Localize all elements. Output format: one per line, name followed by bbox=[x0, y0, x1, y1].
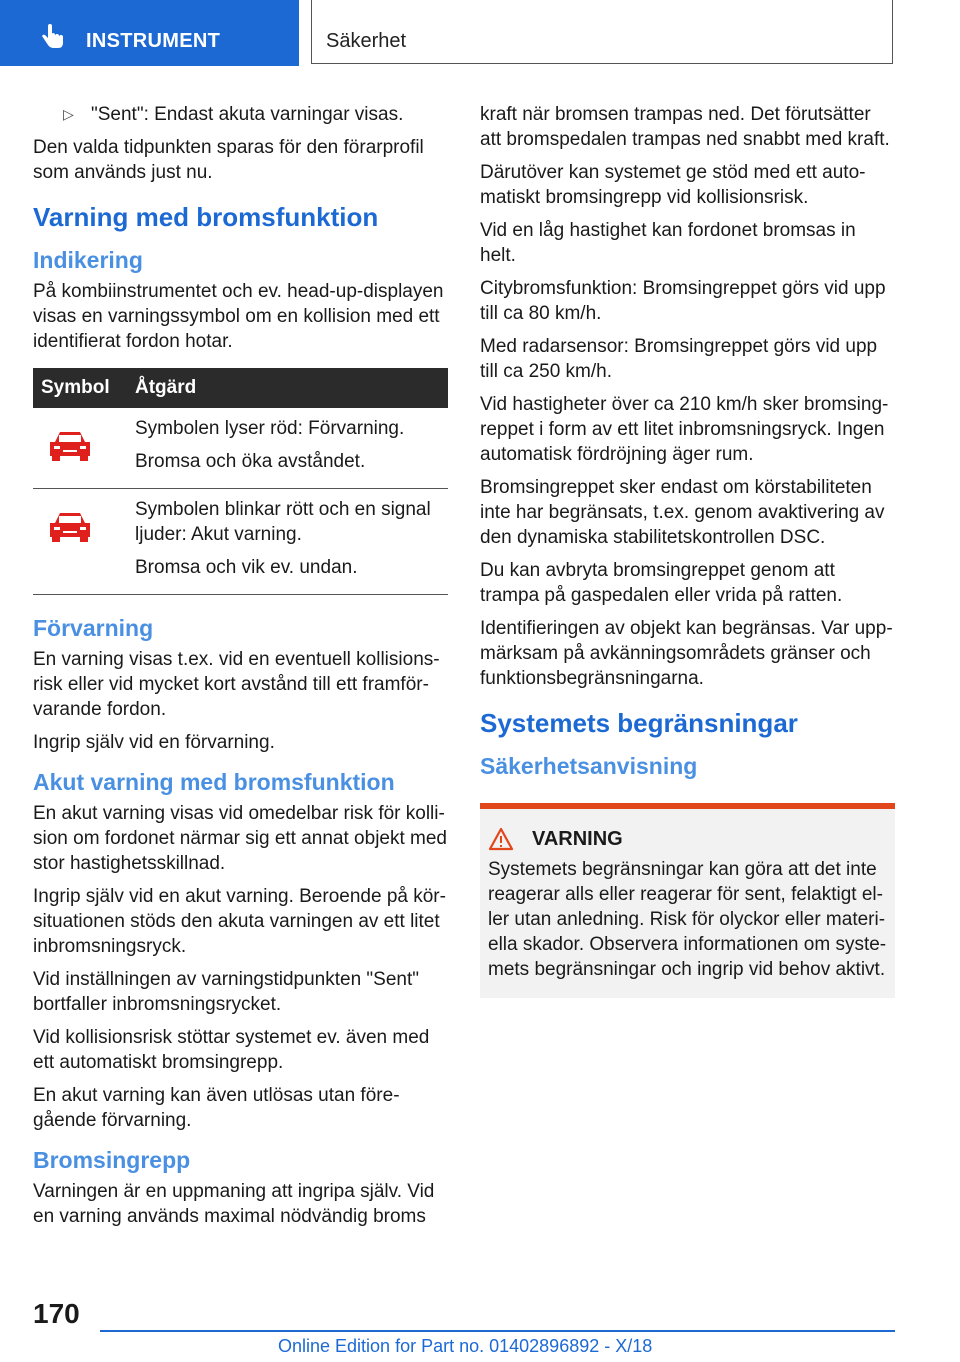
warning-box bbox=[480, 803, 895, 998]
footer-divider bbox=[100, 1330, 895, 1332]
table-row bbox=[33, 489, 448, 595]
paragraph: Därutöver kan systemet ge stöd med ett automatiskt bromsingrepp vid kollisionsrisk. bbox=[480, 162, 866, 208]
warning-title-text: VARNING bbox=[532, 827, 623, 850]
header-symbol: Symbol bbox=[33, 368, 127, 408]
action-cell bbox=[127, 489, 448, 595]
heading-warning-brake: Varning med bromsfunktion bbox=[33, 202, 379, 232]
action-cell bbox=[127, 408, 448, 489]
paragraph: En varning visas t.ex. vid en eventuell kollisionsrisk eller vid mycket kort avstånd till ett framförvarande fordon. bbox=[33, 649, 440, 720]
paragraph: Bromsingreppet sker endast om körstabiliteten inte har begränsats, t.ex. genom avaktivering av den dynamiska stabilitetskontrollen DSC. bbox=[480, 477, 885, 548]
paragraph: Vid inställningen av varningstidpunkten "Sent" bortfaller inbromsningsrycket. bbox=[33, 969, 420, 1015]
paragraph: På kombiinstrumentet och ev. head-up-displayen visas en varningssymbol om en kollision med ett identifierat fordon hotar. bbox=[33, 281, 444, 352]
section-tab-label: Säkerhet bbox=[326, 30, 407, 52]
paragraph: Varningen är en uppmaning att ingripa själv. Vid en varning används maximal nödvändig broms bbox=[33, 1181, 435, 1227]
heading-prewarning: Förvarning bbox=[33, 615, 154, 641]
chapter-tab[interactable] bbox=[0, 0, 299, 66]
action-line: Bromsa och vik ev. undan. bbox=[135, 557, 358, 578]
car-warning-blinking-icon bbox=[45, 507, 95, 547]
bullet-triangle-icon: ▷ bbox=[63, 106, 74, 122]
warning-text: Systemets begränsningar kan göra att det inte reagerar alls eller reagerar för sent, felaktigt eller utan anledning. Risk för olyckor eller materiella skador. Observera informationen om systemets begränsningar och ingrip vid behov aktivt. bbox=[488, 859, 887, 980]
heading-acute-warning: Akut varning med bromsfunktion bbox=[33, 769, 395, 795]
paragraph: Vid hastigheter över ca 210 km/h sker bromsingreppet i form av ett litet inbromsningsryck. Ingen automatisk fördröjning äger rum. bbox=[480, 394, 889, 465]
paragraph: En akut varning kan även utlösas utan föregående förvarning. bbox=[33, 1085, 400, 1131]
paragraph: Du kan avbryta bromsingreppet genom att trampa på gaspedalen eller vrida på ratten. bbox=[480, 560, 843, 606]
right-column bbox=[480, 102, 895, 998]
heading-brake-intervention: Bromsingrepp bbox=[33, 1147, 191, 1173]
header-action: Åtgärd bbox=[127, 368, 448, 408]
left-column bbox=[33, 102, 448, 1237]
paragraph: Vid kollisionsrisk stöttar systemet ev. även med ett automatiskt bromsingrepp. bbox=[33, 1027, 430, 1073]
paragraph: En akut varning visas vid omedelbar risk för kollision om fordonet närmar sig ett annat objekt med stor hastighetsskillnad. bbox=[33, 803, 448, 874]
paragraph: Den valda tidpunkten sparas för den förarprofil som används just nu. bbox=[33, 137, 424, 183]
paragraph: Citybromsfunktion: Bromsingreppet görs vid upp till ca 80 km/h. bbox=[480, 278, 886, 324]
chapter-tab-label: INSTRUMENT bbox=[86, 30, 221, 52]
symbol-table bbox=[33, 368, 448, 595]
table-row bbox=[33, 408, 448, 489]
bullet-item bbox=[63, 102, 448, 127]
car-warning-icon bbox=[45, 426, 95, 466]
warning-title bbox=[488, 827, 887, 851]
hand-pointer-icon bbox=[40, 24, 66, 50]
action-line: Bromsa och öka avståndet. bbox=[135, 451, 366, 472]
action-line: Symbolen blinkar rött och en signal ljuder: Akut varning. bbox=[135, 499, 431, 545]
heading-system-limits: Systemets begränsningar bbox=[480, 708, 798, 738]
page-number: 170 bbox=[33, 1298, 80, 1329]
bullet-text: "Sent": Endast akuta varningar visas. bbox=[91, 104, 404, 125]
action-line: Symbolen lyser röd: Förvarning. bbox=[135, 418, 405, 439]
paragraph: Vid en låg hastighet kan fordonet bromsas in helt. bbox=[480, 220, 856, 266]
paragraph: Med radarsensor: Bromsingreppet görs vid upp till ca 250 km/h. bbox=[480, 336, 878, 382]
paragraph: Identifieringen av objekt kan begränsas. Var uppmärksam på avkänningsområdets gränser och funktionsbegränsningarna. bbox=[480, 618, 893, 689]
section-tab[interactable] bbox=[311, 0, 893, 64]
symbol-cell bbox=[33, 489, 127, 595]
heading-safety-note: Säkerhetsanvisning bbox=[480, 753, 698, 779]
paragraph: kraft när bromsen trampas ned. Det förutsätter att bromspedalen trampas ned snabbt med kraft. bbox=[480, 104, 890, 150]
footer-edition: Online Edition for Part no. 01402896892 - X/18 bbox=[278, 1336, 653, 1356]
table-header-row bbox=[33, 368, 448, 408]
paragraph: Ingrip själv vid en förvarning. bbox=[33, 732, 275, 753]
warning-triangle-icon bbox=[488, 827, 514, 851]
paragraph: Ingrip själv vid en akut varning. Beroende på körsituationen stöds den akuta varningen av ett litet inbromsningsryck. bbox=[33, 886, 446, 957]
heading-indication: Indikering bbox=[33, 247, 143, 273]
symbol-cell bbox=[33, 408, 127, 489]
